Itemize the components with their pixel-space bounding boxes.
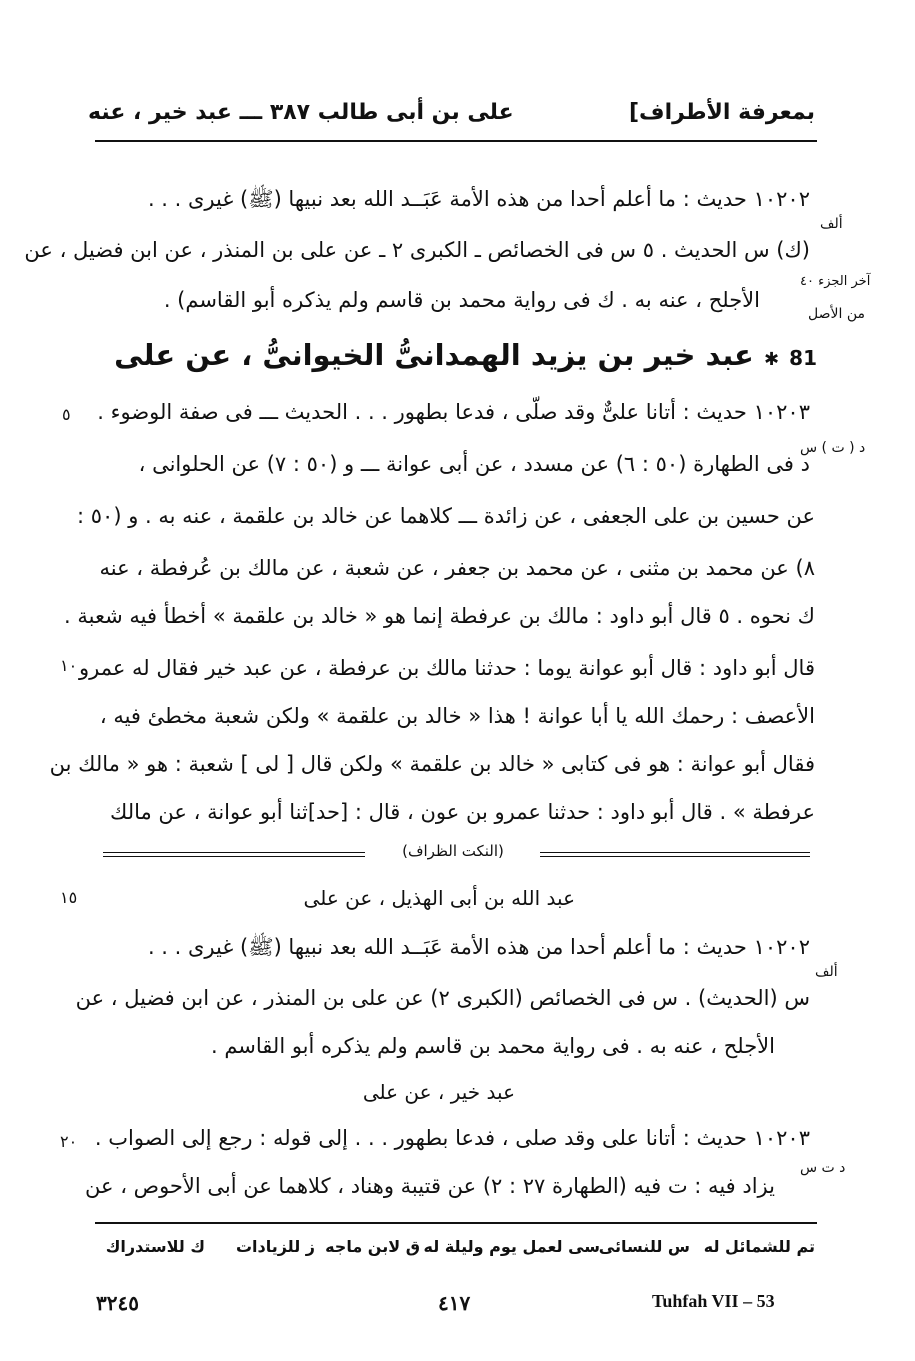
sigla-key: تم للشمائل له [703, 1237, 815, 1256]
margin-note-alif: ألف [820, 216, 843, 232]
margin-note-sigla: د ( ت ) س [800, 440, 866, 456]
signature-mark: Tuhfah VII – 53 [652, 1291, 775, 1311]
hadith-entry-line: ٨) عن محمد بن مثنى ، عن محمد بن جعفر ، عن شعبة ، عن مالك بن عُرفطة ، عنه [99, 556, 815, 580]
asterisk: ✱ [763, 349, 780, 370]
hadith-entry-line: ١٠٢٠٢ حديث : ما أعلم أحدا من هذه الأمة عَبَــد الله بعد نبيها (ﷺ) غيرى . . . [147, 187, 810, 211]
nukat-line: ١٠٢٠٣ حديث : أتانا على وقد صلى ، فدعا بطهور . . . إلى قوله : رجع إلى الصواب . [94, 1126, 810, 1150]
margin-note-alif-2: ألف [815, 964, 838, 980]
line-number: ٢٠ [60, 1132, 78, 1151]
hadith-entry-line: عرفطة » . قال أبو داود : حدثنا عمرو بن عون ، قال : [حد]ثنا أبو عوانة ، عن مالك [110, 800, 815, 824]
header-rule [95, 140, 817, 142]
line-number: ١٠ [60, 656, 78, 675]
section-number: 81 [789, 346, 817, 370]
sub-heading: عبد الله بن أبى الهذيل ، عن على [303, 886, 575, 910]
running-header-right: بمعرفة الأطراف] [628, 100, 815, 125]
hadith-entry-line: الأجلح ، عنه به . ك فى رواية محمد بن قاسم ولم يذكره أبو القاسم) . [163, 288, 760, 312]
sigla-key: س للنسائى [598, 1237, 690, 1256]
hadith-entry-line: (ك) س الحديث . ٥ س فى الخصائص ـ الكبرى ٢ ـ عن على بن المنذر ، عن ابن فضيل ، عن [24, 238, 810, 262]
nukat-line: يزاد فيه : ت فيه (الطهارة ٢٧ : ٢) عن قتيبة وهناد ، كلاهما عن أبى الأحوص ، عن [85, 1174, 775, 1198]
hadith-entry-line: فقال أبو عوانة : هو فى كتابى « خالد بن علقمة » ولكن قال [ لى ] شعبة : هو « مالك بن [49, 752, 815, 776]
sigla-key: ز للزيادات [235, 1237, 315, 1256]
separator-rule-right [540, 856, 810, 857]
hadith-entry-line: د فى الطهارة (٥٠ : ٦) عن مسدد ، عن أبى عوانة ـــ و (٥٠ : ٧) عن الحلوانى ، [138, 452, 810, 476]
separator-rule-left [103, 856, 365, 857]
line-number: ٥ [62, 405, 71, 424]
hadith-entry-line: عن حسين بن على الجعفى ، عن زائدة ـــ كلاهما عن خالد بن علقمة ، عنه به . و (٥٠ : [77, 504, 815, 528]
sub-heading: عبد خير ، عن على [362, 1080, 515, 1104]
separator-rule-left [103, 852, 365, 853]
hadith-entry-line: قال أبو داود : قال أبو عوانة يوما : حدثنا مالك بن عرفطة ، عن عبد خير فقال له عمرو [78, 656, 815, 680]
nukat-line: ١٠٢٠٢ حديث : ما أعلم أحدا من هذه الأمة عَبَــد الله بعد نبيها (ﷺ) غيرى . . . [147, 935, 810, 959]
hadith-entry-line: الأعصف : رحمك الله يا أبا عوانة ! هذا « خالد بن علقمة » ولكن شعبة مخطئ فيه ، [99, 704, 815, 728]
hadith-entry-line: ك نحوه . ٥ قال أبو داود : مالك بن عرفطة إنما هو « خالد بن علقمة » أخطأ فيه شعبة . [64, 604, 815, 628]
volume-page-number: ٣٢٤٥ [96, 1293, 139, 1315]
separator-rule-right [540, 852, 810, 853]
nukat-line: س (الحديث) . س فى الخصائص (الكبرى ٢) عن على بن المنذر ، عن ابن فضيل ، عن [75, 986, 810, 1010]
margin-note-from-asl: من الأصل [808, 306, 865, 322]
footer-rule [95, 1222, 817, 1224]
nukat-line: الأجلح ، عنه به . فى رواية محمد بن قاسم ولم يذكره أبو القاسم . [210, 1034, 775, 1058]
running-header-center: على بن أبى طالب ٣٨٧ ـــ عبد خير ، عنه [88, 100, 514, 125]
hadith-entry-line: ١٠٢٠٣ حديث : أتانا علىٌّ وقد صلّى ، فدعا بطهور . . . الحديث ـــ فى صفة الوضوء . [97, 400, 810, 424]
line-number: ١٥ [60, 888, 78, 907]
separator-label: (النكت الظراف) [402, 842, 504, 860]
sigla-key: ك للاستدراك [105, 1237, 205, 1256]
page-number: ٤١٧ [438, 1293, 471, 1315]
section-heading-81 [114, 338, 817, 372]
margin-note-sigla-2: د ت س [800, 1160, 846, 1176]
sigla-key: ق لابن ماجه [325, 1237, 420, 1256]
bracket-left: ( [402, 842, 408, 860]
margin-note-juz-end: آخر الجزء ٤٠ [800, 274, 871, 289]
sigla-key: سى لعمل يوم وليلة له [423, 1237, 600, 1256]
bracket-right: ) [498, 842, 504, 860]
section-heading-text: عبد خير بن يزيد الهمدانىُّ الخيوانىُّ ، عن على [114, 338, 754, 372]
